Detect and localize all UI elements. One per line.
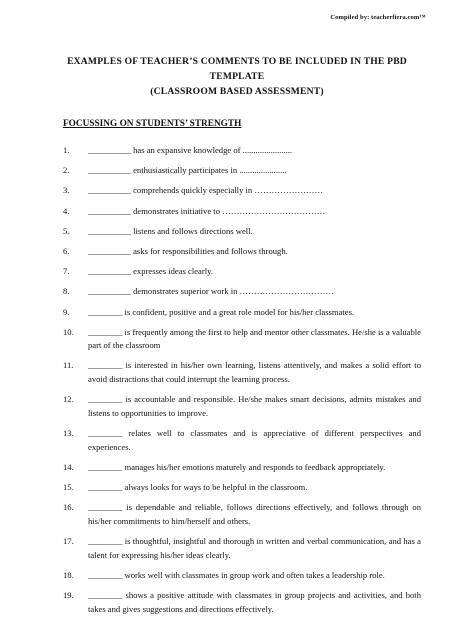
list-item [63, 501, 421, 528]
list-item-text: __________ has an expansive knowledge of ....................... [88, 145, 293, 155]
list-item-text: ________ is thoughtful, insightful and thorough in written and verbal communication, and has a talent for expressing his/her ideas clearly. [88, 535, 421, 560]
list-item-number: 14. [63, 461, 74, 472]
list-item-text: __________ expresses ideas clearly. [88, 266, 213, 277]
list-item-text: ________ is frequently among the first to help and mentor other classmates. He/she is a valuable part of the classroom [88, 326, 421, 351]
list-item-text: __________ demonstrates superior work in …………………………… [88, 286, 335, 297]
list-item-number: 12. [63, 394, 74, 405]
list-item-number: 19. [63, 589, 74, 600]
list-item-number: 16. [63, 502, 74, 513]
list-item [63, 245, 421, 259]
document-title [40, 54, 434, 99]
list-item-text: __________ asks for responsibilities and follows through. [88, 245, 288, 256]
section-heading: FOCUSSING ON STUDENTS’ STRENGTH [63, 119, 242, 129]
title-line-3: (CLASSROOM BASED ASSESSMENT) [150, 86, 324, 97]
list-item [63, 184, 421, 198]
list-item-number: 6. [63, 245, 70, 256]
list-item-text: ________ is accountable and responsible. He/she makes smart decisions, admits mistakes and listens to opportunities to improve. [88, 394, 421, 418]
list-item-number: 18. [63, 569, 74, 580]
list-item [63, 481, 421, 495]
list-item [63, 225, 421, 239]
list-item [63, 326, 421, 353]
list-item-text: __________ demonstrates initiative to ……………………………… [88, 205, 326, 216]
list-item [63, 359, 421, 386]
title-line-1: EXAMPLES OF TEACHER’S COMMENTS TO BE INCLUDED IN THE PBD [67, 56, 407, 67]
comment-list [63, 144, 421, 616]
list-item [63, 569, 421, 583]
list-item [63, 205, 421, 219]
list-item-number: 13. [63, 428, 74, 439]
list-item-text: ________ shows a positive attitude with classmates in group projects and activities, and both takes and gives suggestions and directions effectively. [88, 589, 421, 614]
list-item-number: 4. [63, 205, 70, 216]
list-item [63, 589, 421, 616]
list-item-text: __________ enthusiastically participates in ...................... [88, 165, 287, 176]
list-item-number: 1. [63, 145, 70, 155]
title-line-2: TEMPLATE [209, 71, 265, 82]
list-item-number: 17. [63, 535, 74, 546]
compiled-by-credit: Compiled by: teacherfiera.com™ [330, 14, 426, 21]
list-item-text: ________ is dependable and reliable, follows directions effectively, and follows through on his/her commitments to him/herself and others. [88, 502, 421, 526]
list-item-number: 15. [63, 482, 74, 492]
list-item-number: 8. [63, 286, 70, 297]
list-item [63, 164, 421, 178]
list-item [63, 393, 421, 420]
list-item-number: 5. [63, 225, 70, 236]
list-item-number: 7. [63, 266, 70, 277]
list-item-number: 2. [63, 165, 70, 176]
list-item-number: 11. [63, 360, 74, 371]
list-item [63, 285, 421, 299]
list-item-number: 3. [63, 185, 70, 196]
list-item-text: __________ comprehends quickly especially in …………………… [88, 185, 324, 196]
list-item [63, 144, 421, 158]
list-item [63, 427, 421, 454]
list-item [63, 461, 421, 475]
list-item [63, 535, 421, 562]
list-item [63, 306, 421, 320]
list-item [63, 265, 421, 279]
list-item-number: 10. [63, 326, 74, 337]
list-item-text: ________ works well with classmates in group work and often takes a leadership role. [88, 569, 385, 580]
list-item-number: 9. [63, 306, 70, 317]
list-item-text: ________ relates well to classmates and is appreciative of different perspectives and experiences. [88, 428, 421, 452]
list-item-text: ________ is confident, positive and a great role model for his/her classmates. [88, 306, 355, 317]
list-item-text: ________ always looks for ways to be helpful in the classroom. [88, 482, 308, 492]
list-item-text: ________ manages his/her emotions maturely and responds to feedback appropriately. [88, 461, 386, 472]
list-item-text: __________ listens and follows directions well. [88, 225, 253, 236]
list-item-text: ________ is interested in his/her own learning, listens attentively, and makes a solid effort to avoid distractions that could interrupt the learning process. [88, 360, 421, 385]
